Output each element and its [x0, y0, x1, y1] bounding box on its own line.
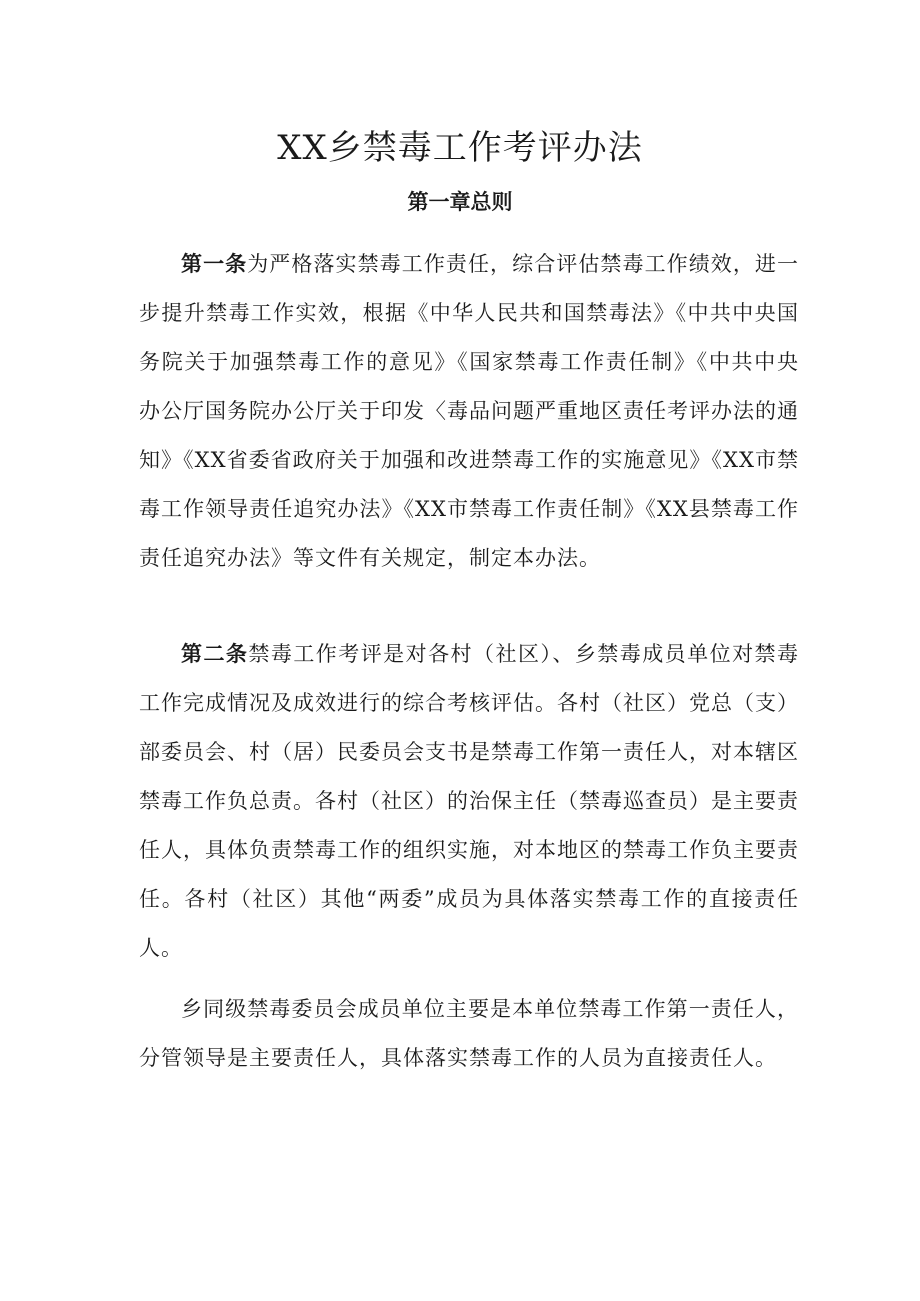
- article-1-text: 为严格落实禁毒工作责任，综合评估禁毒工作绩效，进一步提升禁毒工作实效，根据《中华人民共和国禁毒法》《中共中央国务院关于加强禁毒工作的意见》《国家禁毒工作责任制》《中共中央办公厅国务院办公厅关于印发〈毒品问题严重地区责任考评办法的通知》《XX省委省政府关于加强和改进禁毒工作的实施意见》《XX市禁毒工作领导责任追究办法》《XX市禁毒工作责任制》《XX县禁毒工作责任追究办法》等文件有关规定，制定本办法。: [139, 252, 800, 570]
- article-1-paragraph: [139, 240, 799, 583]
- article-2-continuation-text: 乡同级禁毒委员会成员单位主要是本单位禁毒工作第一责任人，分管领导是主要责任人，具体落实禁毒工作的人员为直接责任人。: [139, 997, 799, 1070]
- article-2-continuation-paragraph: [139, 985, 799, 1083]
- article-2-paragraph: [139, 630, 799, 973]
- article-1-label: 第一条: [181, 252, 248, 276]
- document-title: XX乡禁毒工作考评办法: [277, 128, 643, 168]
- article-2-label: 第二条: [181, 642, 249, 666]
- chapter-heading: 第一章总则: [407, 190, 513, 214]
- article-2-text: 禁毒工作考评是对各村（社区）、乡禁毒成员单位对禁毒工作完成情况及成效进行的综合考核评估。各村（社区）党总（支）部委员会、村（居）民委员会支书是禁毒工作第一责任人，对本辖区禁毒工作负总责。各村（社区）的治保主任（禁毒巡查员）是主要责任人，具体负责禁毒工作的组织实施，对本地区的禁毒工作负主要责任。各村（社区）其他“两委”成员为具体落实禁毒工作的直接责任人。: [139, 642, 799, 960]
